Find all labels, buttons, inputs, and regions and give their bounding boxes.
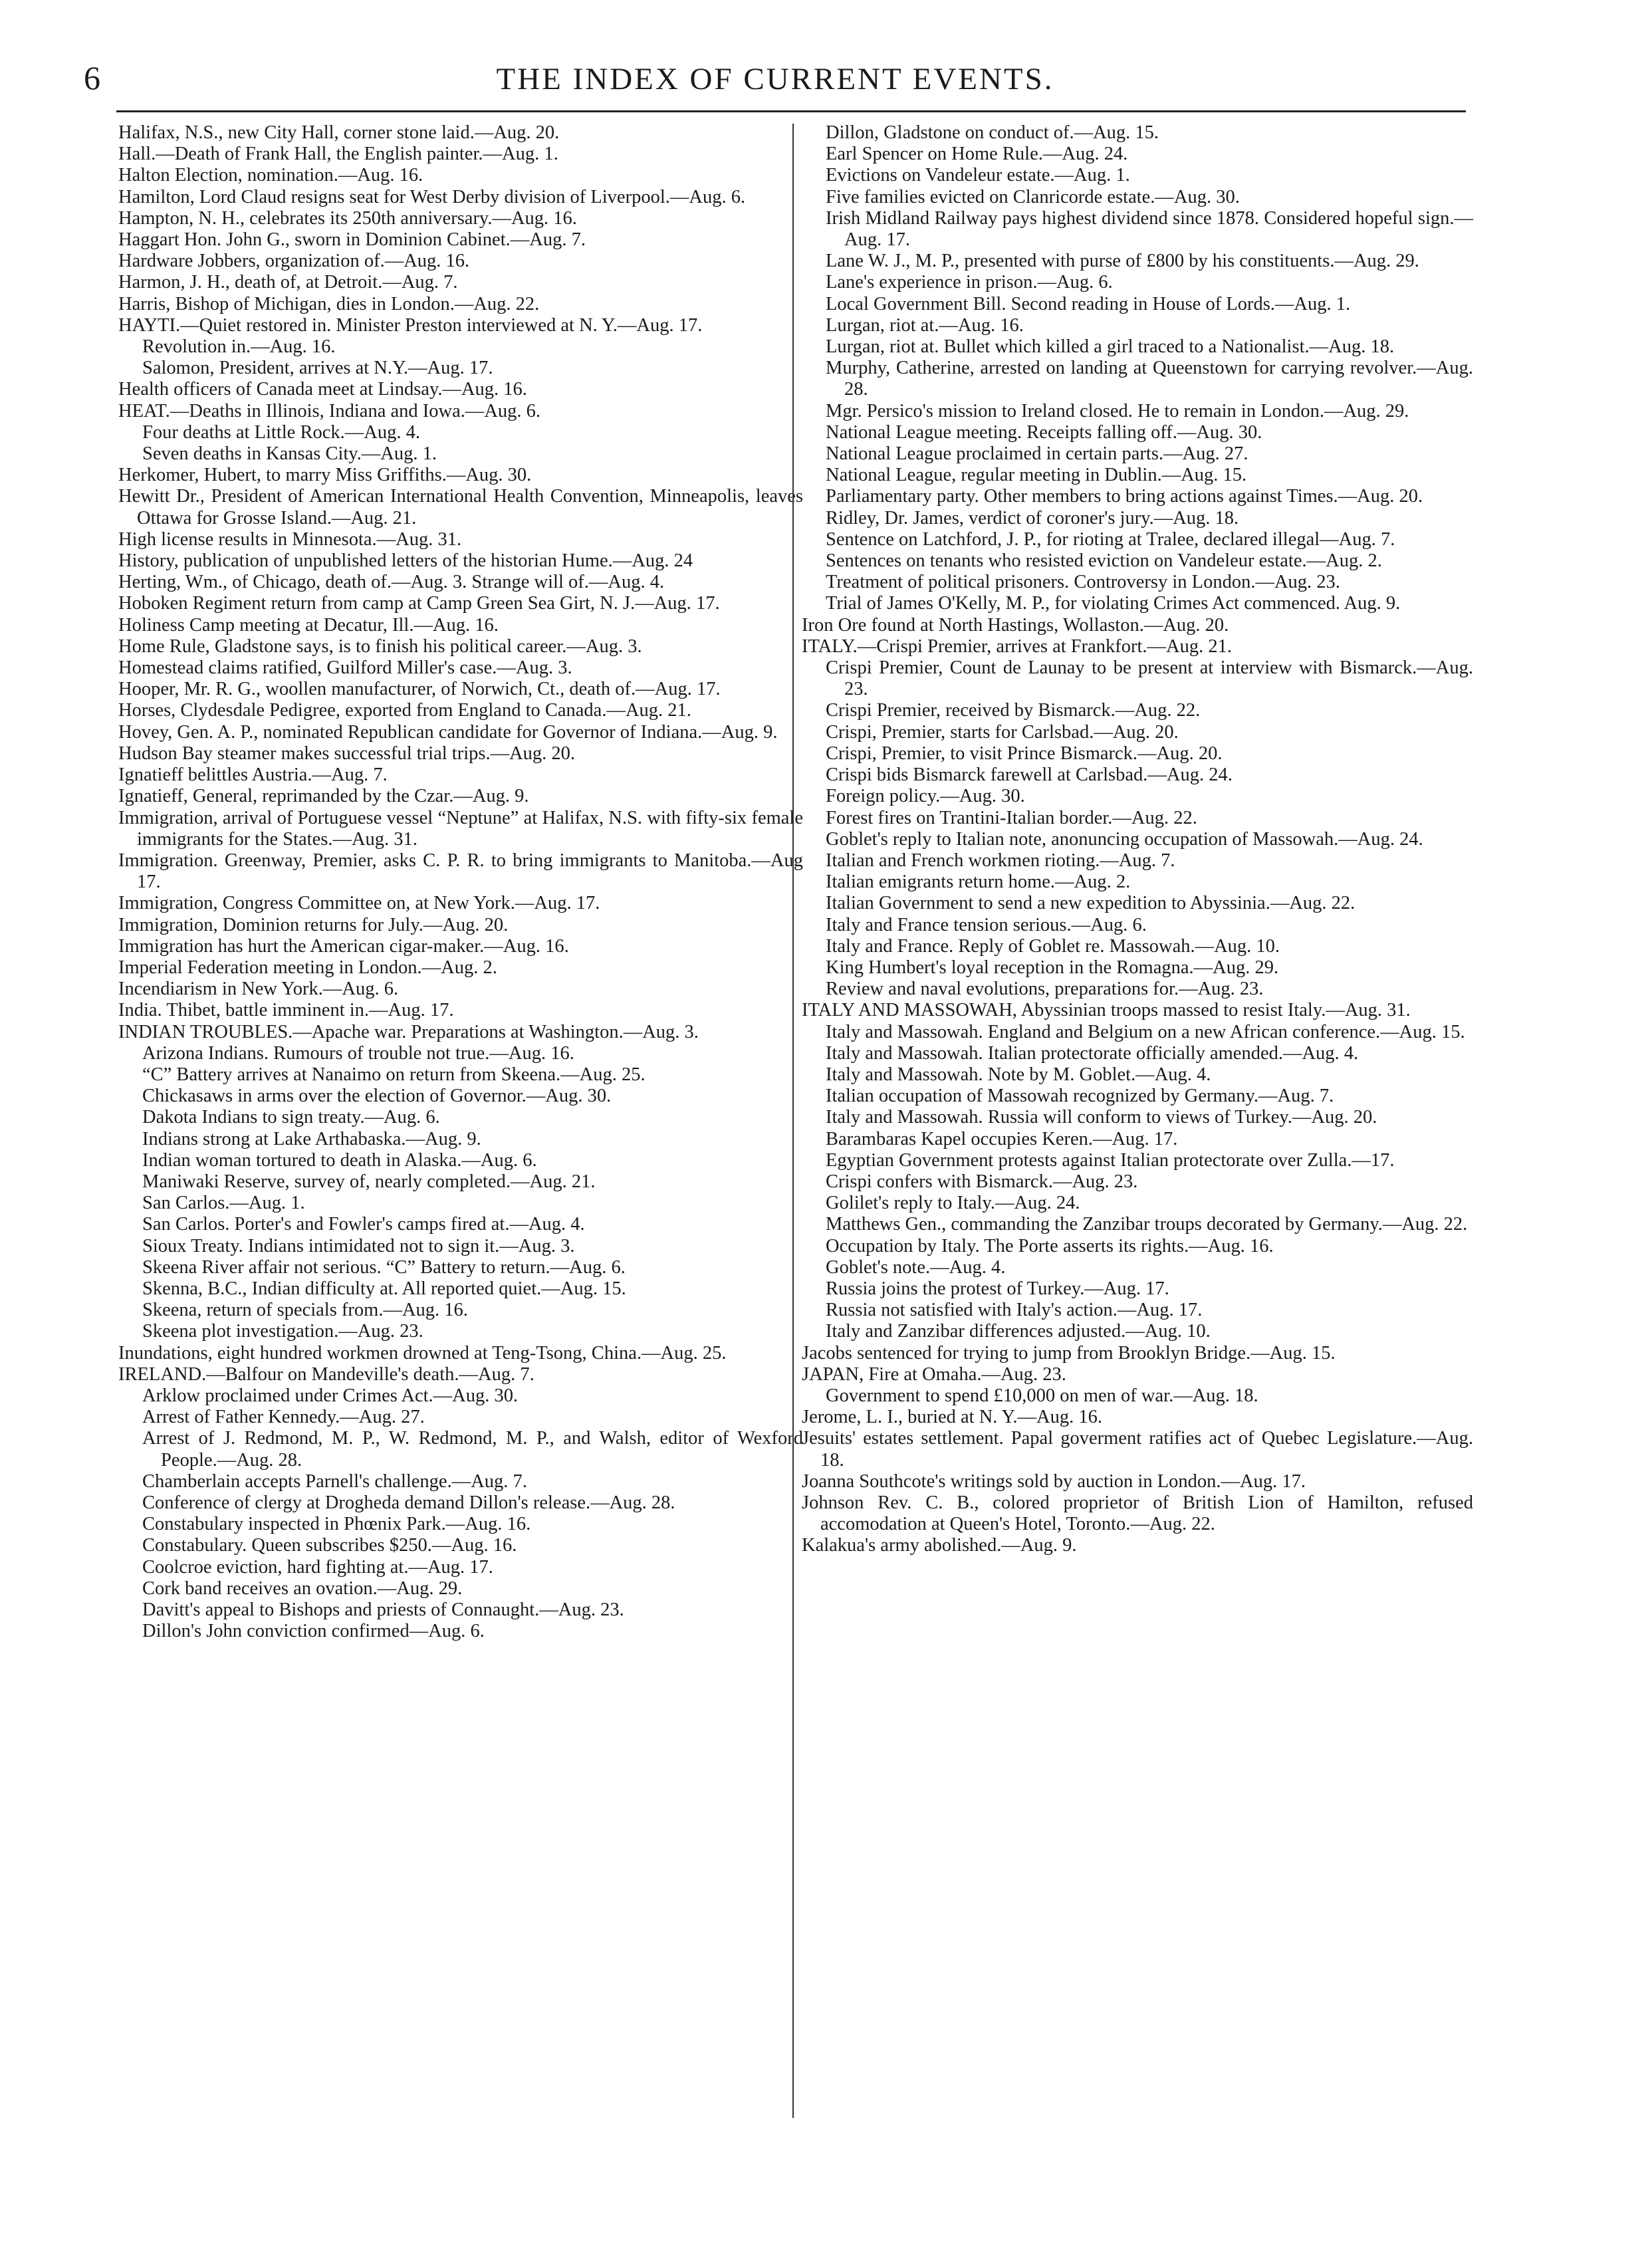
- index-entry: Horses, Clydesdale Pedigree, exported from England to Canada.—Aug. 21.: [118, 700, 691, 721]
- index-entry: Russia not satisfied with Italy's action.—Aug. 17.: [826, 1300, 1203, 1321]
- index-entry: Halton Election, nomination.—Aug. 16.: [118, 165, 423, 186]
- index-entry: San Carlos. Porter's and Fowler's camps fired at.—Aug. 4.: [142, 1214, 585, 1235]
- index-entry: Hoboken Regiment return from camp at Camp Green Sea Girt, N. J.—Aug. 17.: [118, 593, 720, 614]
- index-entry: Incendiarism in New York.—Aug. 6.: [118, 979, 399, 1000]
- index-entry: National League proclaimed in certain parts.—Aug. 27.: [826, 443, 1248, 465]
- index-entry: Golilet's reply to Italy.—Aug. 24.: [826, 1193, 1080, 1214]
- index-entry: Arizona Indians. Rumours of trouble not true.—Aug. 16.: [142, 1042, 574, 1064]
- index-entry: Seven deaths in Kansas City.—Aug. 1.: [142, 443, 437, 465]
- index-entry: Goblet's note.—Aug. 4.: [826, 1256, 1006, 1278]
- index-entry: Indians strong at Lake Arthabaska.—Aug. 9.: [142, 1128, 481, 1149]
- index-entry: Earl Spencer on Home Rule.—Aug. 24.: [826, 144, 1128, 165]
- index-entry: History, publication of unpublished letters of the historian Hume.—Aug. 24: [118, 550, 693, 572]
- index-entry: Revolution in.—Aug. 16.: [142, 336, 336, 358]
- index-entry: Hooper, Mr. R. G., woollen manufacturer, of Norwich, Ct., death of.—Aug. 17.: [118, 679, 721, 700]
- index-entry: Hardware Jobbers, organization of.—Aug. 16.: [118, 251, 470, 272]
- index-entry: Italy and Massowah. Russia will conform to views of Turkey.—Aug. 20.: [826, 1107, 1377, 1128]
- index-entry: Arrest of Father Kennedy.—Aug. 27.: [142, 1407, 425, 1428]
- index-entry: Crispi, Premier, to visit Prince Bismarck.—Aug. 20.: [826, 743, 1223, 764]
- page-number: 6: [84, 59, 100, 96]
- index-entry: Crispi Premier, Count de Launay to be present at interview with Bismarck.—Aug. 23.: [826, 657, 1473, 700]
- index-entry: India. Thibet, battle imminent in.—Aug. 17.: [118, 1000, 454, 1021]
- index-entry: Jesuits' estates settlement. Papal goverment ratifies act of Quebec Legislature.—Aug. 18.: [802, 1428, 1473, 1471]
- index-entry: Ignatieff belittles Austria.—Aug. 7.: [118, 765, 388, 786]
- index-entry: Crispi Premier, received by Bismarck.—Aug. 22.: [826, 700, 1201, 721]
- index-entry: Forest fires on Trantini-Italian border.—Aug. 22.: [826, 807, 1197, 828]
- left-column: [118, 122, 803, 1642]
- index-entry: High license results in Minnesota.—Aug. 31.: [118, 529, 462, 550]
- index-entry: Sioux Treaty. Indians intimidated not to sign it.—Aug. 3.: [142, 1235, 575, 1256]
- index-entry: Government to spend £10,000 on men of war.—Aug. 18.: [826, 1385, 1258, 1406]
- index-entry: Davitt's appeal to Bishops and priests of Connaught.—Aug. 23.: [142, 1599, 624, 1621]
- index-entry: Chickasaws in arms over the election of Governor.—Aug. 30.: [142, 1086, 612, 1107]
- index-entry: Lane W. J., M. P., presented with purse of £800 by his constituents.—Aug. 29.: [826, 251, 1419, 272]
- index-entry: Inundations, eight hundred workmen drowned at Teng-Tsong, China.—Aug. 25.: [118, 1342, 727, 1363]
- index-entry: Italy and Massowah. Note by M. Goblet.—Aug. 4.: [826, 1064, 1211, 1085]
- index-entry: Foreign policy.—Aug. 30.: [826, 786, 1025, 807]
- index-entry: San Carlos.—Aug. 1.: [142, 1193, 305, 1214]
- index-entry: Crispi bids Bismarck farewell at Carlsbad.—Aug. 24.: [826, 765, 1233, 786]
- index-entry: Arklow proclaimed under Crimes Act.—Aug. 30.: [142, 1385, 519, 1406]
- index-entry: Joanna Southcote's writings sold by auction in London.—Aug. 17.: [802, 1471, 1306, 1492]
- index-entry: Dillon's John conviction confirmed—Aug. 6.: [142, 1621, 485, 1642]
- index-entry: Hovey, Gen. A. P., nominated Republican candidate for Governor of Indiana.—Aug. 9.: [118, 721, 778, 743]
- index-entry: Italy and Massowah. Italian protectorate officially amended.—Aug. 4.: [826, 1042, 1359, 1064]
- index-entry: “C” Battery arrives at Nanaimo on return from Skeena.—Aug. 25.: [142, 1064, 646, 1085]
- index-entry: Herting, Wm., of Chicago, death of.—Aug. 3. Strange will of.—Aug. 4.: [118, 572, 665, 593]
- index-entry: Harmon, J. H., death of, at Detroit.—Aug. 7.: [118, 272, 458, 293]
- index-entry: Skenna, B.C., Indian difficulty at. All reported quiet.—Aug. 15.: [142, 1278, 626, 1299]
- index-entry: Italy and France. Reply of Goblet re. Massowah.—Aug. 10.: [826, 935, 1280, 957]
- index-entry: Sentences on tenants who resisted eviction on Vandeleur estate.—Aug. 2.: [826, 550, 1382, 572]
- index-entry: Egyptian Government protests against Italian protectorate over Zulla.—17.: [826, 1149, 1395, 1171]
- index-entry: HAYTI.—Quiet restored in. Minister Preston interviewed at N. Y.—Aug. 17.: [118, 314, 703, 336]
- index-entry: Crispi, Premier, starts for Carlsbad.—Aug. 20.: [826, 721, 1179, 743]
- index-entry: IRELAND.—Balfour on Mandeville's death.—Aug. 7.: [118, 1363, 534, 1385]
- index-entry: Review and naval evolutions, preparations for.—Aug. 23.: [826, 979, 1264, 1000]
- index-entry: Home Rule, Gladstone says, is to finish his political career.—Aug. 3.: [118, 636, 642, 657]
- index-entry: Lurgan, riot at. Bullet which killed a girl traced to a Nationalist.—Aug. 18.: [826, 336, 1395, 358]
- index-entry: Arrest of J. Redmond, M. P., W. Redmond, M. P., and Walsh, editor of Wexford People.—Aug. 28.: [142, 1428, 803, 1471]
- index-entry: Hewitt Dr., President of American International Health Convention, Minneapolis, leaves Ottawa for Grosse Island.—Aug. 21.: [118, 486, 803, 529]
- index-entry: Ridley, Dr. James, verdict of coroner's jury.—Aug. 18.: [826, 507, 1239, 529]
- index-entry: Cork band receives an ovation.—Aug. 29.: [142, 1578, 463, 1599]
- index-entry: Hall.—Death of Frank Hall, the English painter.—Aug. 1.: [118, 144, 558, 165]
- index-entry: Haggart Hon. John G., sworn in Dominion Cabinet.—Aug. 7.: [118, 229, 586, 251]
- index-entry: Immigration, arrival of Portuguese vessel “Neptune” at Halifax, N.S. with fifty-six female immigrants for the States.—Aug. 31.: [118, 807, 803, 850]
- index-entry: Russia joins the protest of Turkey.—Aug. 17.: [826, 1278, 1169, 1299]
- index-entry: Ignatieff, General, reprimanded by the Czar.—Aug. 9.: [118, 786, 529, 807]
- index-entry: Chamberlain accepts Parnell's challenge.—Aug. 7.: [142, 1471, 527, 1492]
- index-entry: Irish Midland Railway pays highest dividend since 1878. Considered hopeful sign.—Aug. 17.: [826, 207, 1473, 251]
- index-entry: Four deaths at Little Rock.—Aug. 4.: [142, 421, 420, 443]
- page-header: [84, 56, 1467, 109]
- index-entry: Homestead claims ratified, Guilford Miller's case.—Aug. 3.: [118, 657, 572, 679]
- index-entry: Coolcroe eviction, hard fighting at.—Aug. 17.: [142, 1556, 493, 1578]
- index-entry: Treatment of political prisoners. Controversy in London.—Aug. 23.: [826, 572, 1340, 593]
- index-entry: Imperial Federation meeting in London.—Aug. 2.: [118, 957, 497, 978]
- index-entry: Jerome, L. I., buried at N. Y.—Aug. 16.: [802, 1407, 1102, 1428]
- index-entry: Indian woman tortured to death in Alaska.—Aug. 6.: [142, 1149, 537, 1171]
- index-entry: Skeena, return of specials from.—Aug. 16.: [142, 1300, 468, 1321]
- index-entry: Immigration has hurt the American cigar-maker.—Aug. 16.: [118, 935, 569, 957]
- index-entry: Skeena River affair not serious. “C” Battery to return.—Aug. 6.: [142, 1256, 626, 1278]
- running-title: THE INDEX OF CURRENT EVENTS.: [496, 62, 1054, 96]
- index-entry: National League meeting. Receipts falling off.—Aug. 30.: [826, 421, 1262, 443]
- index-entry: Herkomer, Hubert, to marry Miss Griffiths.—Aug. 30.: [118, 465, 532, 486]
- index-entry: Italy and Zanzibar differences adjusted.—Aug. 10.: [826, 1321, 1211, 1342]
- index-entry: Local Government Bill. Second reading in House of Lords.—Aug. 1.: [826, 293, 1351, 314]
- index-entry: Iron Ore found at North Hastings, Wollaston.—Aug. 20.: [802, 614, 1229, 636]
- index-entry: INDIAN TROUBLES.—Apache war. Preparations at Washington.—Aug. 3.: [118, 1021, 699, 1042]
- index-entry: Mgr. Persico's mission to Ireland closed. He to remain in London.—Aug. 29.: [826, 400, 1409, 421]
- index-entry: Italian occupation of Massowah recognized by Germany.—Aug. 7.: [826, 1086, 1334, 1107]
- index-entry: Evictions on Vandeleur estate.—Aug. 1.: [826, 165, 1130, 186]
- index-entry: King Humbert's loyal reception in the Romagna.—Aug. 29.: [826, 957, 1279, 978]
- index-entry: National League, regular meeting in Dublin.—Aug. 15.: [826, 465, 1247, 486]
- index-entry: Lurgan, riot at.—Aug. 16.: [826, 314, 1024, 336]
- index-entry: Trial of James O'Kelly, M. P., for violating Crimes Act commenced. Aug. 9.: [826, 593, 1401, 614]
- index-entry: Constabulary. Queen subscribes $250.—Aug. 16.: [142, 1535, 517, 1556]
- index-entry: Kalakua's army abolished.—Aug. 9.: [802, 1535, 1077, 1556]
- index-entry: Goblet's reply to Italian note, anonuncing occupation of Massowah.—Aug. 24.: [826, 828, 1423, 850]
- index-entry: Crispi confers with Bismarck.—Aug. 23.: [826, 1171, 1138, 1192]
- index-entry: Health officers of Canada meet at Lindsay.—Aug. 16.: [118, 379, 527, 400]
- index-entry: Harris, Bishop of Michigan, dies in London.—Aug. 22.: [118, 293, 540, 314]
- column-divider: [792, 124, 794, 2118]
- index-entry: Parliamentary party. Other members to bring actions against Times.—Aug. 20.: [826, 486, 1423, 507]
- index-entry: Johnson Rev. C. B., colored proprietor of British Lion of Hamilton, refused accomodation at Queen's Hotel, Toronto.—Aug. 22.: [802, 1492, 1473, 1535]
- index-entry: Italy and France tension serious.—Aug. 6.: [826, 914, 1147, 935]
- index-entry: Immigration, Congress Committee on, at New York.—Aug. 17.: [118, 893, 600, 914]
- index-entry: Sentence on Latchford, J. P., for rioting at Tralee, declared illegal—Aug. 7.: [826, 529, 1395, 550]
- index-entry: Immigration, Dominion returns for July.—Aug. 20.: [118, 914, 509, 935]
- index-entry: Hudson Bay steamer makes successful trial trips.—Aug. 20.: [118, 743, 576, 764]
- index-entry: Holiness Camp meeting at Decatur, Ill.—Aug. 16.: [118, 614, 499, 636]
- index-entry: JAPAN, Fire at Omaha.—Aug. 23.: [802, 1363, 1066, 1385]
- right-column: [802, 122, 1473, 1557]
- index-entry: Lane's experience in prison.—Aug. 6.: [826, 272, 1113, 293]
- index-entry: Murphy, Catherine, arrested on landing at Queenstown for carrying revolver.—Aug. 28.: [826, 358, 1473, 400]
- index-entry: Dillon, Gladstone on conduct of.—Aug. 15.: [826, 122, 1159, 143]
- index-entry: Matthews Gen., commanding the Zanzibar troups decorated by Germany.—Aug. 22.: [826, 1214, 1468, 1235]
- index-entry: Hampton, N. H., celebrates its 250th anniversary.—Aug. 16.: [118, 207, 577, 229]
- index-entry: Conference of clergy at Drogheda demand Dillon's release.—Aug. 28.: [142, 1492, 675, 1513]
- index-entry: Halifax, N.S., new City Hall, corner stone laid.—Aug. 20.: [118, 122, 560, 143]
- index-entry: Skeena plot investigation.—Aug. 23.: [142, 1321, 423, 1342]
- index-entry: Constabulary inspected in Phœnix Park.—Aug. 16.: [142, 1514, 531, 1535]
- index-entry: ITALY AND MASSOWAH, Abyssinian troops massed to resist Italy.—Aug. 31.: [802, 1000, 1411, 1021]
- index-entry: Italian emigrants return home.—Aug. 2.: [826, 872, 1131, 893]
- index-entry: ITALY.—Crispi Premier, arrives at Frankfort.—Aug. 21.: [802, 636, 1232, 657]
- header-rule: [116, 110, 1466, 112]
- index-entry: Five families evicted on Clanricorde estate.—Aug. 30.: [826, 186, 1240, 207]
- index-entry: HEAT.—Deaths in Illinois, Indiana and Iowa.—Aug. 6.: [118, 400, 541, 421]
- index-entry: Immigration. Greenway, Premier, asks C. P. R. to bring immigrants to Manitoba.—Aug 17.: [118, 850, 803, 893]
- index-entry: Salomon, President, arrives at N.Y.—Aug. 17.: [142, 358, 493, 379]
- index-entry: Jacobs sentenced for trying to jump from Brooklyn Bridge.—Aug. 15.: [802, 1342, 1336, 1363]
- index-entry: Hamilton, Lord Claud resigns seat for West Derby division of Liverpool.—Aug. 6.: [118, 186, 746, 207]
- index-entry: Barambaras Kapel occupies Keren.—Aug. 17.: [826, 1128, 1178, 1149]
- index-entry: Italy and Massowah. England and Belgium on a new African conference.—Aug. 15.: [826, 1021, 1465, 1042]
- index-entry: Italian Government to send a new expedition to Abyssinia.—Aug. 22.: [826, 893, 1356, 914]
- index-entry: Maniwaki Reserve, survey of, nearly completed.—Aug. 21.: [142, 1171, 596, 1192]
- index-entry: Occupation by Italy. The Porte asserts its rights.—Aug. 16.: [826, 1235, 1274, 1256]
- index-entry: Italian and French workmen rioting.—Aug. 7.: [826, 850, 1175, 871]
- index-entry: Dakota Indians to sign treaty.—Aug. 6.: [142, 1107, 440, 1128]
